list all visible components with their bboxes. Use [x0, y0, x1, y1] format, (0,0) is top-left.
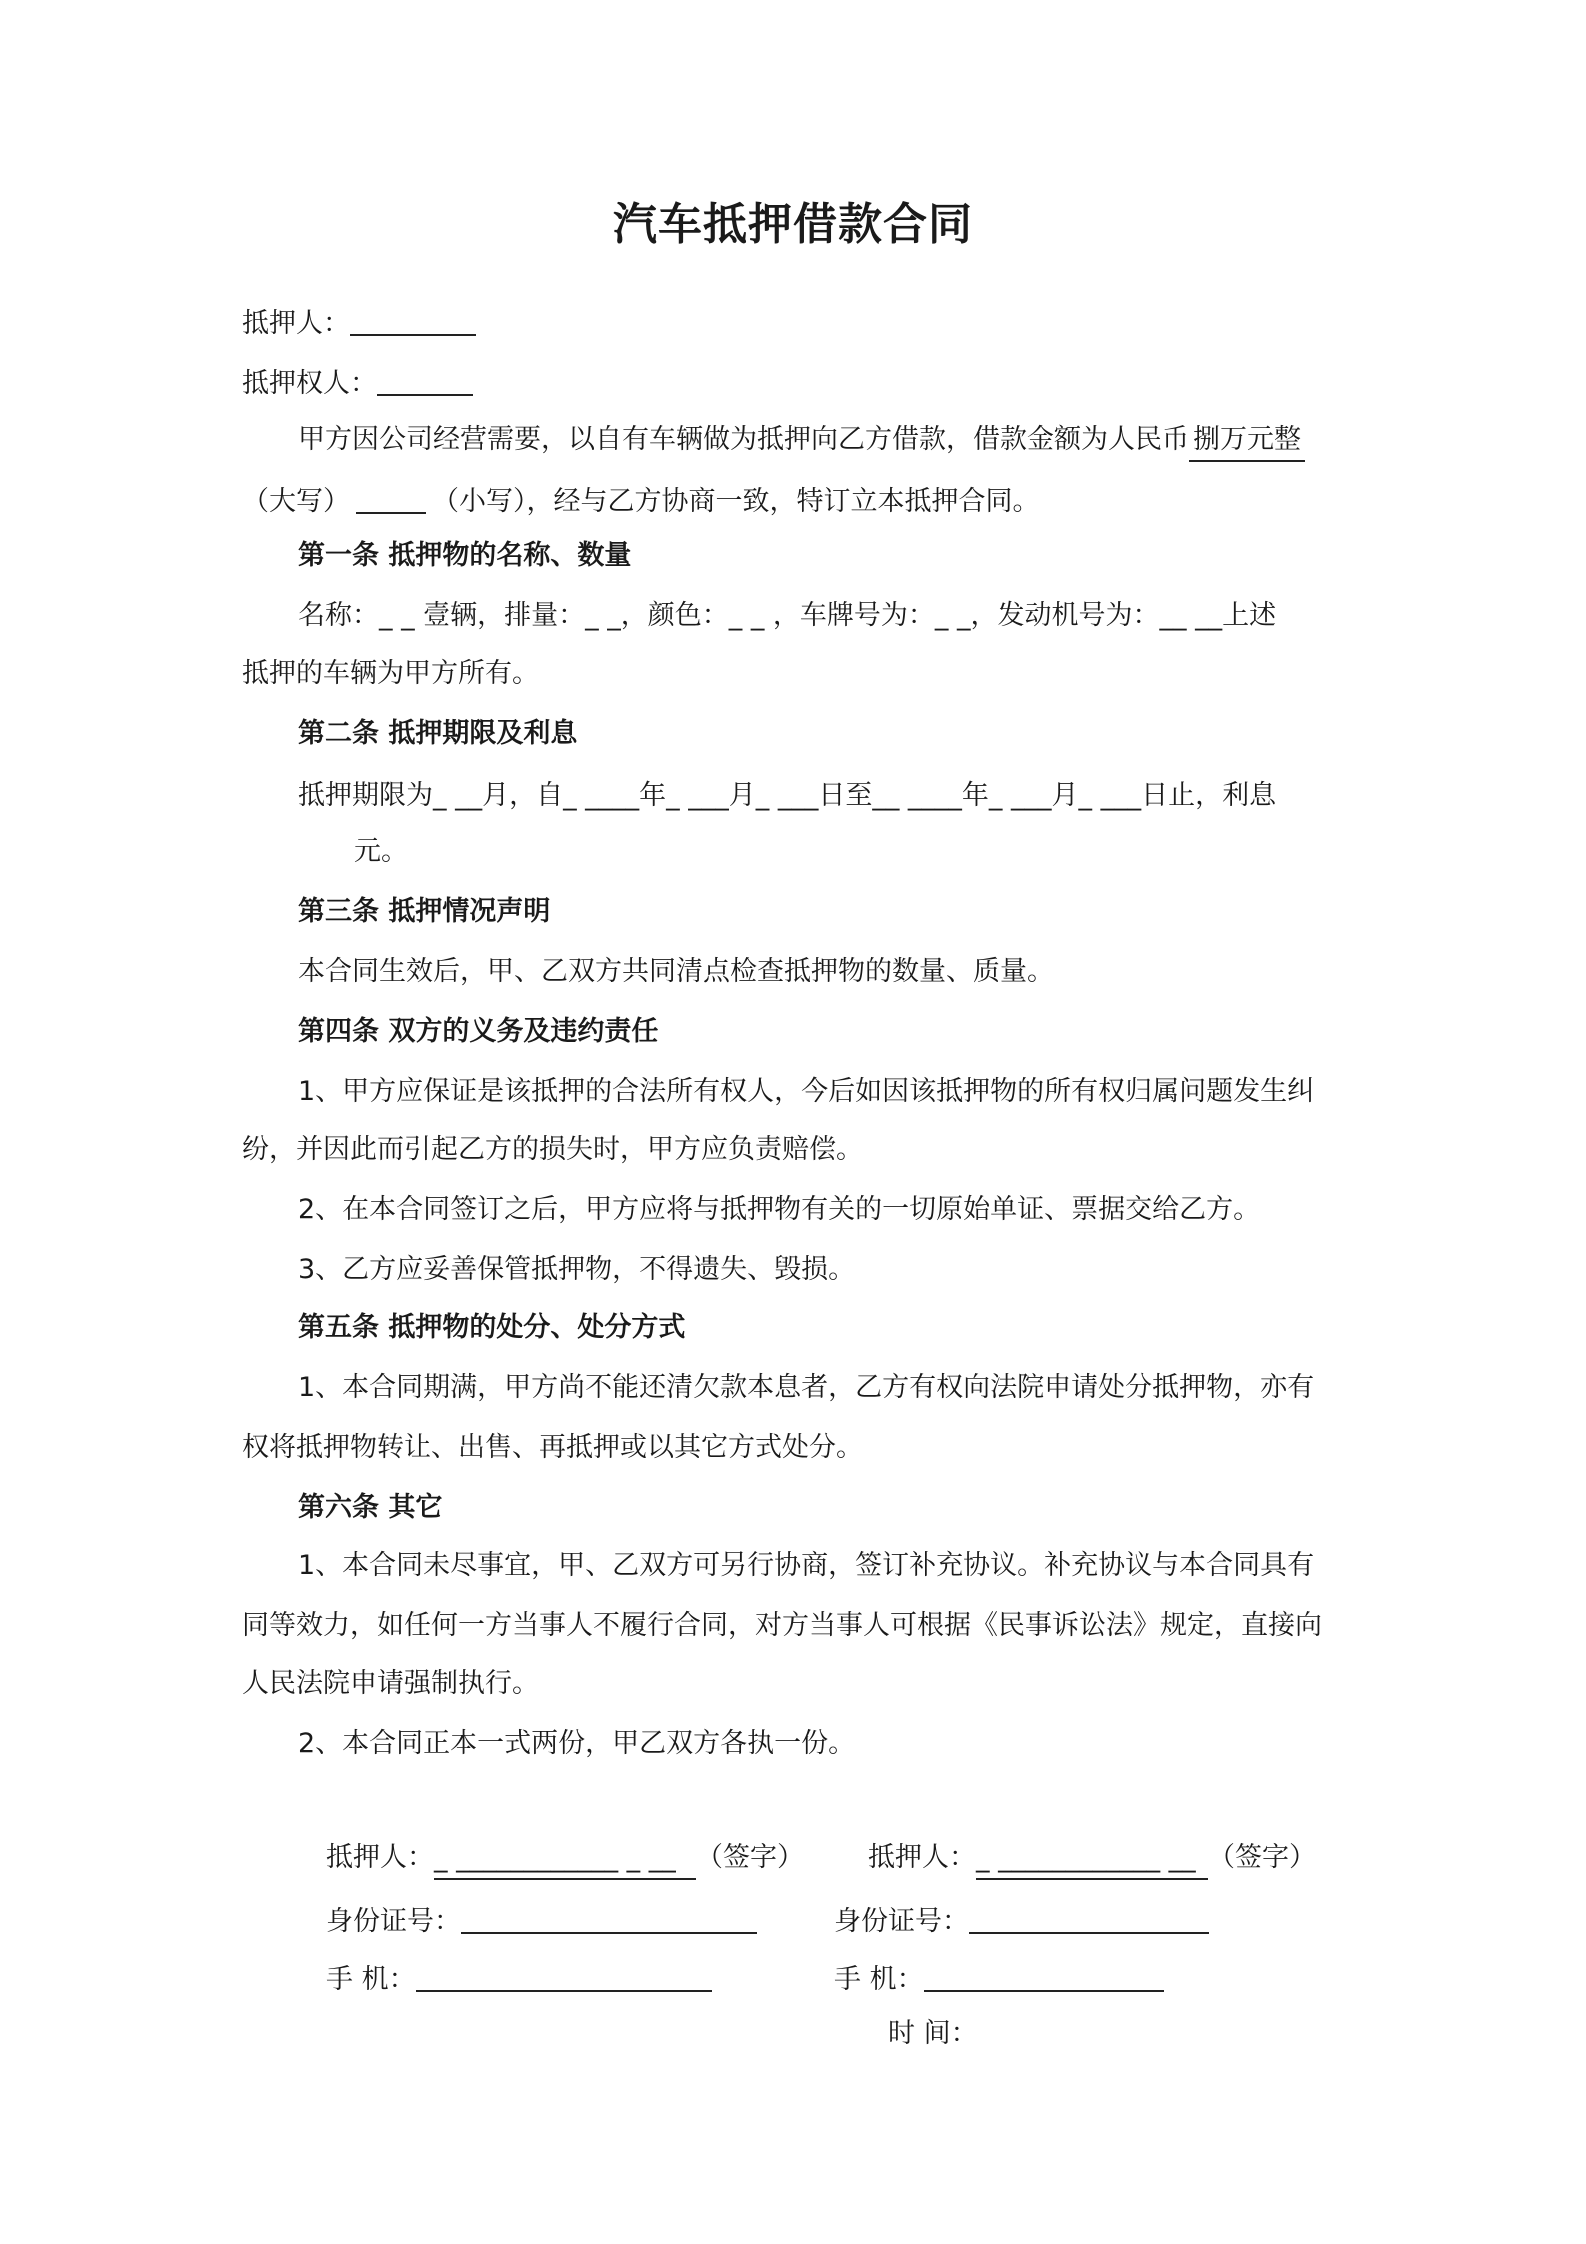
article-3-heading: 第三条 抵押情况声明	[298, 896, 551, 927]
article-6-p1-line-2: 同等效力，如任何一方当事人不履行合同，对方当事人可根据《民事诉讼法》规定，直接向	[242, 1610, 1322, 1641]
mortgagee-label: 抵押权人：	[242, 368, 377, 399]
amount-capital: 捌万元整	[1189, 420, 1305, 462]
mortgagor-blank	[350, 304, 476, 336]
article-6-p1-line-1: 1、本合同未尽事宜，甲、乙双方可另行协商，签订补充协议。补充协议与本合同具有	[298, 1550, 1315, 1581]
article-4-p1-line-2: 纷，并因此而引起乙方的损失时，甲方应负责赔偿。	[242, 1134, 863, 1165]
article-6-heading: 第六条 其它	[298, 1492, 443, 1523]
article-4-p2: 2、在本合同签订之后，甲方应将与抵押物有关的一切原始单证、票据交给乙方。	[298, 1194, 1261, 1225]
right-party-fill: _ ____________ __	[976, 1838, 1208, 1880]
article-3-line-1: 本合同生效后，甲、乙双方共同清点检查抵押物的数量、质量。	[298, 956, 1054, 987]
article-2-heading: 第二条 抵押期限及利息	[298, 718, 578, 749]
mortgagor-line	[242, 300, 476, 344]
article-4-heading: 第四条 双方的义务及违约责任	[298, 1016, 659, 1047]
right-sign-note: （签字）	[1208, 1842, 1316, 1873]
intro-number-note: （小写），经与乙方协商一致，特订立本抵押合同。	[432, 486, 1040, 517]
mortgagee-blank	[377, 364, 473, 396]
amount-number-blank	[356, 482, 426, 514]
left-party-label: 抵押人：	[326, 1842, 434, 1873]
left-sign-note: （签字）	[696, 1842, 804, 1873]
time-line	[888, 2014, 978, 2054]
article-2-line-2: 元。	[354, 836, 408, 867]
article-1-heading: 第一条 抵押物的名称、数量	[298, 540, 632, 571]
left-id-blank	[461, 1902, 757, 1934]
intro-capital-note: （大写）	[242, 486, 350, 517]
right-party-sign-line	[868, 1838, 1316, 1880]
article-5-p1-line-2: 权将抵押物转让、出售、再抵押或以其它方式处分。	[242, 1432, 863, 1463]
left-phone-blank	[416, 1960, 712, 1992]
right-id-label: 身份证号：	[834, 1906, 969, 1937]
left-phone-label: 手 机：	[326, 1964, 416, 1995]
article-1-line-2: 抵押的车辆为甲方所有。	[242, 658, 539, 689]
left-party-sign-line	[326, 1838, 804, 1880]
right-id-line	[834, 1898, 1209, 1942]
article-4-p1-line-1: 1、甲方应保证是该抵押的合法所有权人，今后如因该抵押物的所有权归属问题发生纠	[298, 1076, 1315, 1107]
article-2-line-1: 抵押期限为_ __月，自_ ____年_ ___月_ ___日至__ ____年_ ___月_ ___日止，利息	[298, 780, 1277, 811]
mortgagor-label: 抵押人：	[242, 308, 350, 339]
mortgagee-line	[242, 360, 473, 404]
left-id-label: 身份证号：	[326, 1906, 461, 1937]
intro-text: 甲方因公司经营需要，以自有车辆做为抵押向乙方借款，借款金额为人民币	[298, 424, 1189, 455]
time-label: 时 间：	[888, 2018, 978, 2049]
article-1-line-1: 名称：_ _ 壹辆，排量：_ _，颜色：_ _ ，车牌号为：_ _，发动机号为：__ __上述	[298, 600, 1277, 631]
article-5-p1-line-1: 1、本合同期满，甲方尚不能还清欠款本息者，乙方有权向法院申请处分抵押物，亦有	[298, 1372, 1315, 1403]
intro-line-2	[242, 478, 1040, 522]
right-phone-line	[834, 1956, 1164, 2000]
right-phone-blank	[924, 1960, 1164, 1992]
right-phone-label: 手 机：	[834, 1964, 924, 1995]
left-phone-line	[326, 1956, 712, 2000]
article-6-p2: 2、本合同正本一式两份，甲乙双方各执一份。	[298, 1728, 856, 1759]
article-6-p1-line-3: 人民法院申请强制执行。	[242, 1668, 539, 1699]
right-party-label: 抵押人：	[868, 1842, 976, 1873]
right-id-blank	[969, 1902, 1209, 1934]
document-title: 汽车抵押借款合同	[613, 199, 973, 250]
article-4-p3: 3、乙方应妥善保管抵押物，不得遗失、毁损。	[298, 1254, 856, 1285]
left-id-line	[326, 1898, 757, 1942]
left-party-fill: _ ____________ _ __	[434, 1838, 696, 1880]
intro-line-1	[298, 420, 1305, 462]
article-5-heading: 第五条 抵押物的处分、处分方式	[298, 1312, 686, 1343]
